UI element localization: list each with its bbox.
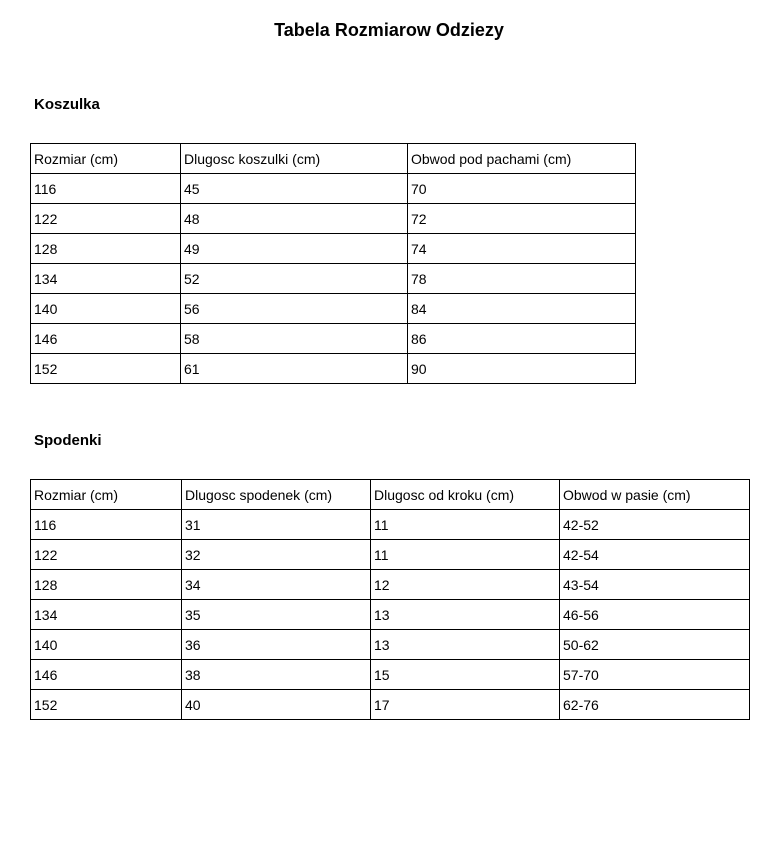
table-cell: 12: [371, 570, 560, 600]
table-cell: 56: [181, 294, 408, 324]
table-row: [31, 510, 750, 540]
table-cell: 90: [408, 354, 636, 384]
table-cell: 43-54: [560, 570, 750, 600]
table-row: [31, 690, 750, 720]
table-row: [31, 354, 636, 384]
table-row: [31, 324, 636, 354]
table-cell: 50-62: [560, 630, 750, 660]
table-cell: 40: [182, 690, 371, 720]
table-cell: 62-76: [560, 690, 750, 720]
table-cell: 57-70: [560, 660, 750, 690]
table-cell: 46-56: [560, 600, 750, 630]
table-cell: 52: [181, 264, 408, 294]
table-row: [31, 204, 636, 234]
table-cell: 84: [408, 294, 636, 324]
table-cell: 38: [182, 660, 371, 690]
table-cell: 13: [371, 600, 560, 630]
table-cell: 70: [408, 174, 636, 204]
table-row: [31, 264, 636, 294]
table-cell: 86: [408, 324, 636, 354]
table-cell: 32: [182, 540, 371, 570]
table-cell: 146: [31, 324, 181, 354]
table-row: [31, 294, 636, 324]
table-row: [31, 174, 636, 204]
table-cell: 134: [31, 600, 182, 630]
table-cell: 58: [181, 324, 408, 354]
table-cell: 42-54: [560, 540, 750, 570]
table-cell: 13: [371, 630, 560, 660]
table-header-row: [31, 480, 750, 510]
table-row: [31, 660, 750, 690]
table-cell: 74: [408, 234, 636, 264]
column-header-shorts-length: Dlugosc spodenek (cm): [182, 480, 371, 510]
table-cell: 49: [181, 234, 408, 264]
table-cell: 140: [31, 630, 182, 660]
shirt-size-table: [30, 143, 636, 384]
table-cell: 45: [181, 174, 408, 204]
table-cell: 11: [371, 540, 560, 570]
table-cell: 36: [182, 630, 371, 660]
shorts-section-heading: Spodenki: [34, 432, 102, 449]
table-cell: 134: [31, 264, 181, 294]
column-header-shirt-length: Dlugosc koszulki (cm): [181, 144, 408, 174]
shorts-size-table: [30, 479, 750, 720]
table-row: [31, 630, 750, 660]
table-cell: 116: [31, 174, 181, 204]
table-cell: 122: [31, 540, 182, 570]
table-cell: 34: [182, 570, 371, 600]
table-cell: 48: [181, 204, 408, 234]
table-row: [31, 600, 750, 630]
table-cell: 72: [408, 204, 636, 234]
table-cell: 15: [371, 660, 560, 690]
table-cell: 17: [371, 690, 560, 720]
table-cell: 11: [371, 510, 560, 540]
column-header-chest-width: Obwod pod pachami (cm): [408, 144, 636, 174]
table-cell: 42-52: [560, 510, 750, 540]
page-title: Tabela Rozmiarow Odziezy: [274, 20, 504, 40]
table-row: [31, 234, 636, 264]
table-row: [31, 570, 750, 600]
column-header-waist-width: Obwod w pasie (cm): [560, 480, 750, 510]
shirt-section-heading: Koszulka: [34, 96, 100, 113]
column-header-size: Rozmiar (cm): [31, 480, 182, 510]
column-header-inseam-length: Dlugosc od kroku (cm): [371, 480, 560, 510]
table-cell: 128: [31, 570, 182, 600]
table-cell: 116: [31, 510, 182, 540]
table-cell: 61: [181, 354, 408, 384]
table-cell: 78: [408, 264, 636, 294]
table-cell: 140: [31, 294, 181, 324]
table-row: [31, 540, 750, 570]
table-cell: 152: [31, 354, 181, 384]
table-cell: 152: [31, 690, 182, 720]
column-header-size: Rozmiar (cm): [31, 144, 181, 174]
table-cell: 146: [31, 660, 182, 690]
table-cell: 122: [31, 204, 181, 234]
table-cell: 35: [182, 600, 371, 630]
table-cell: 128: [31, 234, 181, 264]
table-cell: 31: [182, 510, 371, 540]
table-header-row: [31, 144, 636, 174]
